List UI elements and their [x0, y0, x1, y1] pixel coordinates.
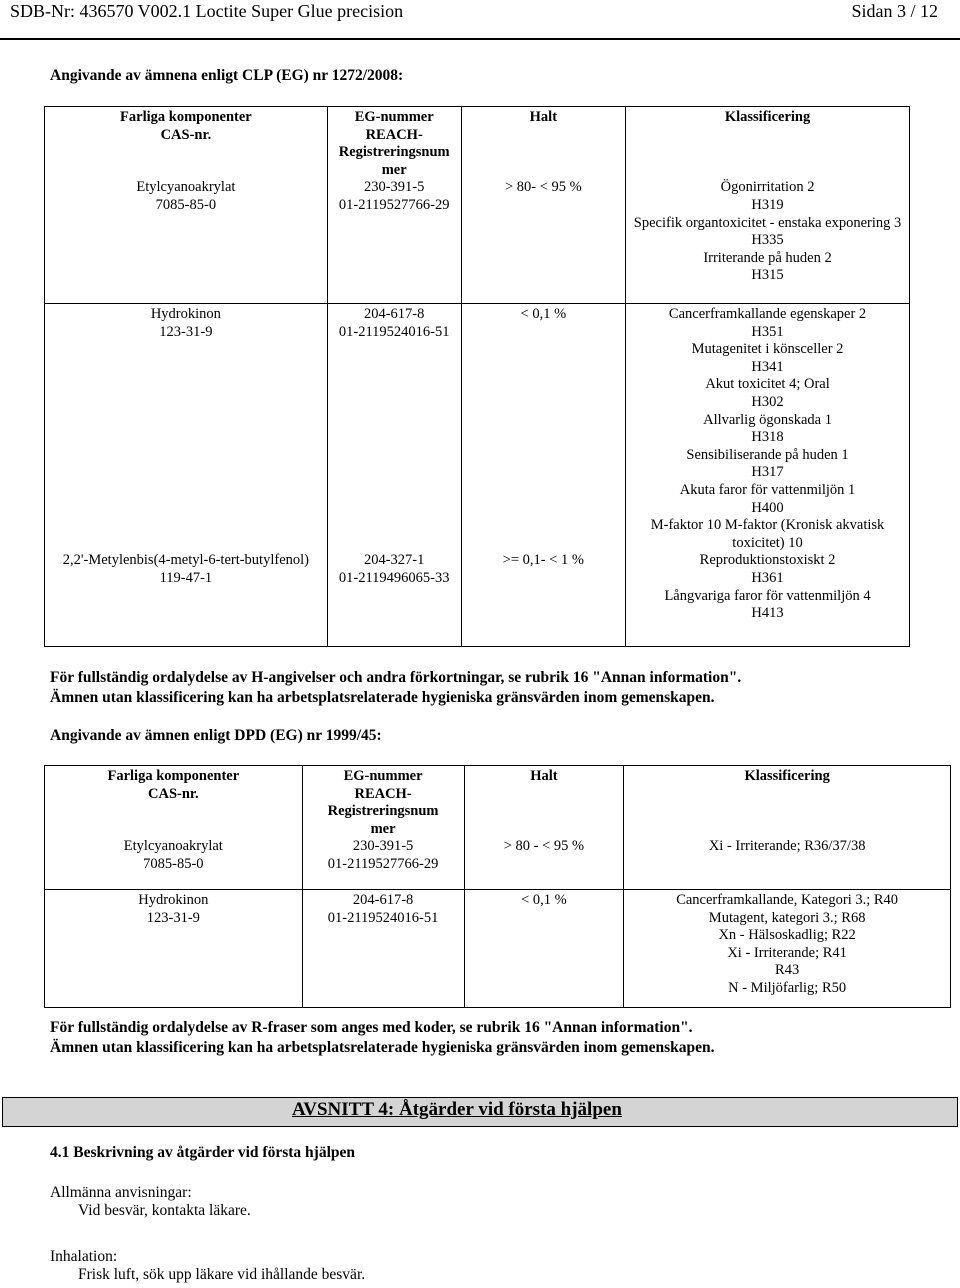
ec-number-cell: 230-391-5 01-2119527766-29 [327, 838, 439, 872]
clp-note: För fullständig ordalydelse av H-angivelser och andra förkortningar, se rubrik 16 "Annan information". Ämnen utan klassificering kan ha arbetsplatsrelaterade hygieniska gränsvärden inom gemenskapen. [50, 669, 742, 706]
col-header-component: Farliga komponenter CAS-nr. [120, 109, 252, 143]
classification-cell: Xi - Irriterande; R36/37/38 [708, 838, 866, 855]
content-cell: < 0,1 % [521, 892, 567, 908]
dpd-note: För fullständig ordalydelse av R-fraser som anges med koder, se rubrik 16 "Annan information". Ämnen utan klassificering kan ha arbetsplatsrelaterade hygieniska gränsvärden inom gemenskapen. [50, 1019, 715, 1056]
col-header-classification: Klassificering [724, 109, 811, 125]
table-row [45, 304, 910, 647]
inhalation-text: Frisk luft, sök upp läkare vid ihållande besvär. [78, 1266, 366, 1283]
component-cell: Hydrokinon 123-31-9 [150, 306, 221, 340]
col-header-ec-number: EG-nummer REACH- Registreringsnum mer [338, 109, 450, 178]
ec-number-cell: 204-617-8 01-2119524016-51 [327, 892, 439, 926]
ec-number-cell: 204-327-1 01-2119496065-33 [338, 552, 450, 586]
content-cell: < 0,1 % [520, 306, 567, 322]
component-cell: 2,2'-Metylenbis(4-metyl-6-tert-butylfenol) 119-47-1 [62, 552, 309, 586]
component-cell: Hydrokinon 123-31-9 [138, 892, 209, 926]
col-header-ec-number: EG-nummer REACH- Registreringsnum mer [327, 768, 439, 837]
inhalation-label: Inhalation: [50, 1248, 118, 1265]
dpd-section-title: Angivande av ämnen enligt DPD (EG) nr 1999/45: [50, 727, 382, 744]
classification-cell: Reproduktionstoxiskt 2 H361 Långvariga faror för vattenmiljön 4 H413 [664, 552, 871, 622]
classification-cell: Cancerframkallande, Kategori 3.; R40 Mutagent, kategori 3.; R68 Xn - Hälsoskadlig; R22 Xi - Irriterande; R41 R43 N - Miljöfarlig; R50 [676, 892, 899, 996]
table-row [45, 766, 951, 890]
component-cell: Etylcyanoakrylat 7085-85-0 [123, 838, 223, 872]
table-row [45, 890, 951, 1008]
ec-number-cell: 204-617-8 01-2119524016-51 [338, 306, 450, 340]
clp-components-table [44, 106, 910, 647]
content-cell: > 80 - < 95 % [503, 838, 585, 855]
table-row [45, 107, 910, 304]
document-header-id: SDB-Nr: 436570 V002.1 Loctite Super Glue precision [10, 1, 404, 21]
content-cell: >= 0,1- < 1 % [502, 552, 584, 569]
dpd-components-table [44, 765, 951, 1008]
classification-cell: Ögonirritation 2 H319 Specifik organtoxicitet - enstaka exponering 3 H335 Irriterande på huden 2 H315 [633, 179, 902, 284]
col-header-component: Farliga komponenter CAS-nr. [107, 768, 240, 802]
classification-cell: Cancerframkallande egenskaper 2 H351 Mutagenitet i könsceller 2 H341 Akut toxicitet 4; Oral H302 Allvarlig ögonskada 1 H318 Sensibiliserande på huden 1 H317 Akuta faror för vattenmiljön 1 H400 M-faktor 10 M-faktor (Kronisk akvatisk toxicitet) 10 [650, 306, 885, 551]
clp-section-title: Angivande av ämnena enligt CLP (EG) nr 1272/2008: [50, 67, 404, 84]
content-cell: > 80- < 95 % [504, 179, 582, 196]
ec-number-cell: 230-391-5 01-2119527766-29 [338, 179, 450, 213]
subsection-title: 4.1 Beskrivning av åtgärder vid första hjälpen [50, 1144, 355, 1161]
component-cell: Etylcyanoakrylat 7085-85-0 [136, 179, 236, 213]
page-number: Sidan 3 / 12 [851, 1, 938, 21]
section-4-title: AVSNITT 4: Åtgärder vid första hjälpen [292, 1099, 622, 1120]
general-advice-text: Vid besvär, kontakta läkare. [78, 1202, 251, 1219]
col-header-content: Halt [530, 768, 558, 784]
col-header-classification: Klassificering [744, 768, 830, 784]
header-divider [0, 38, 960, 40]
general-advice-label: Allmänna anvisningar: [50, 1184, 192, 1201]
col-header-content: Halt [529, 109, 558, 125]
